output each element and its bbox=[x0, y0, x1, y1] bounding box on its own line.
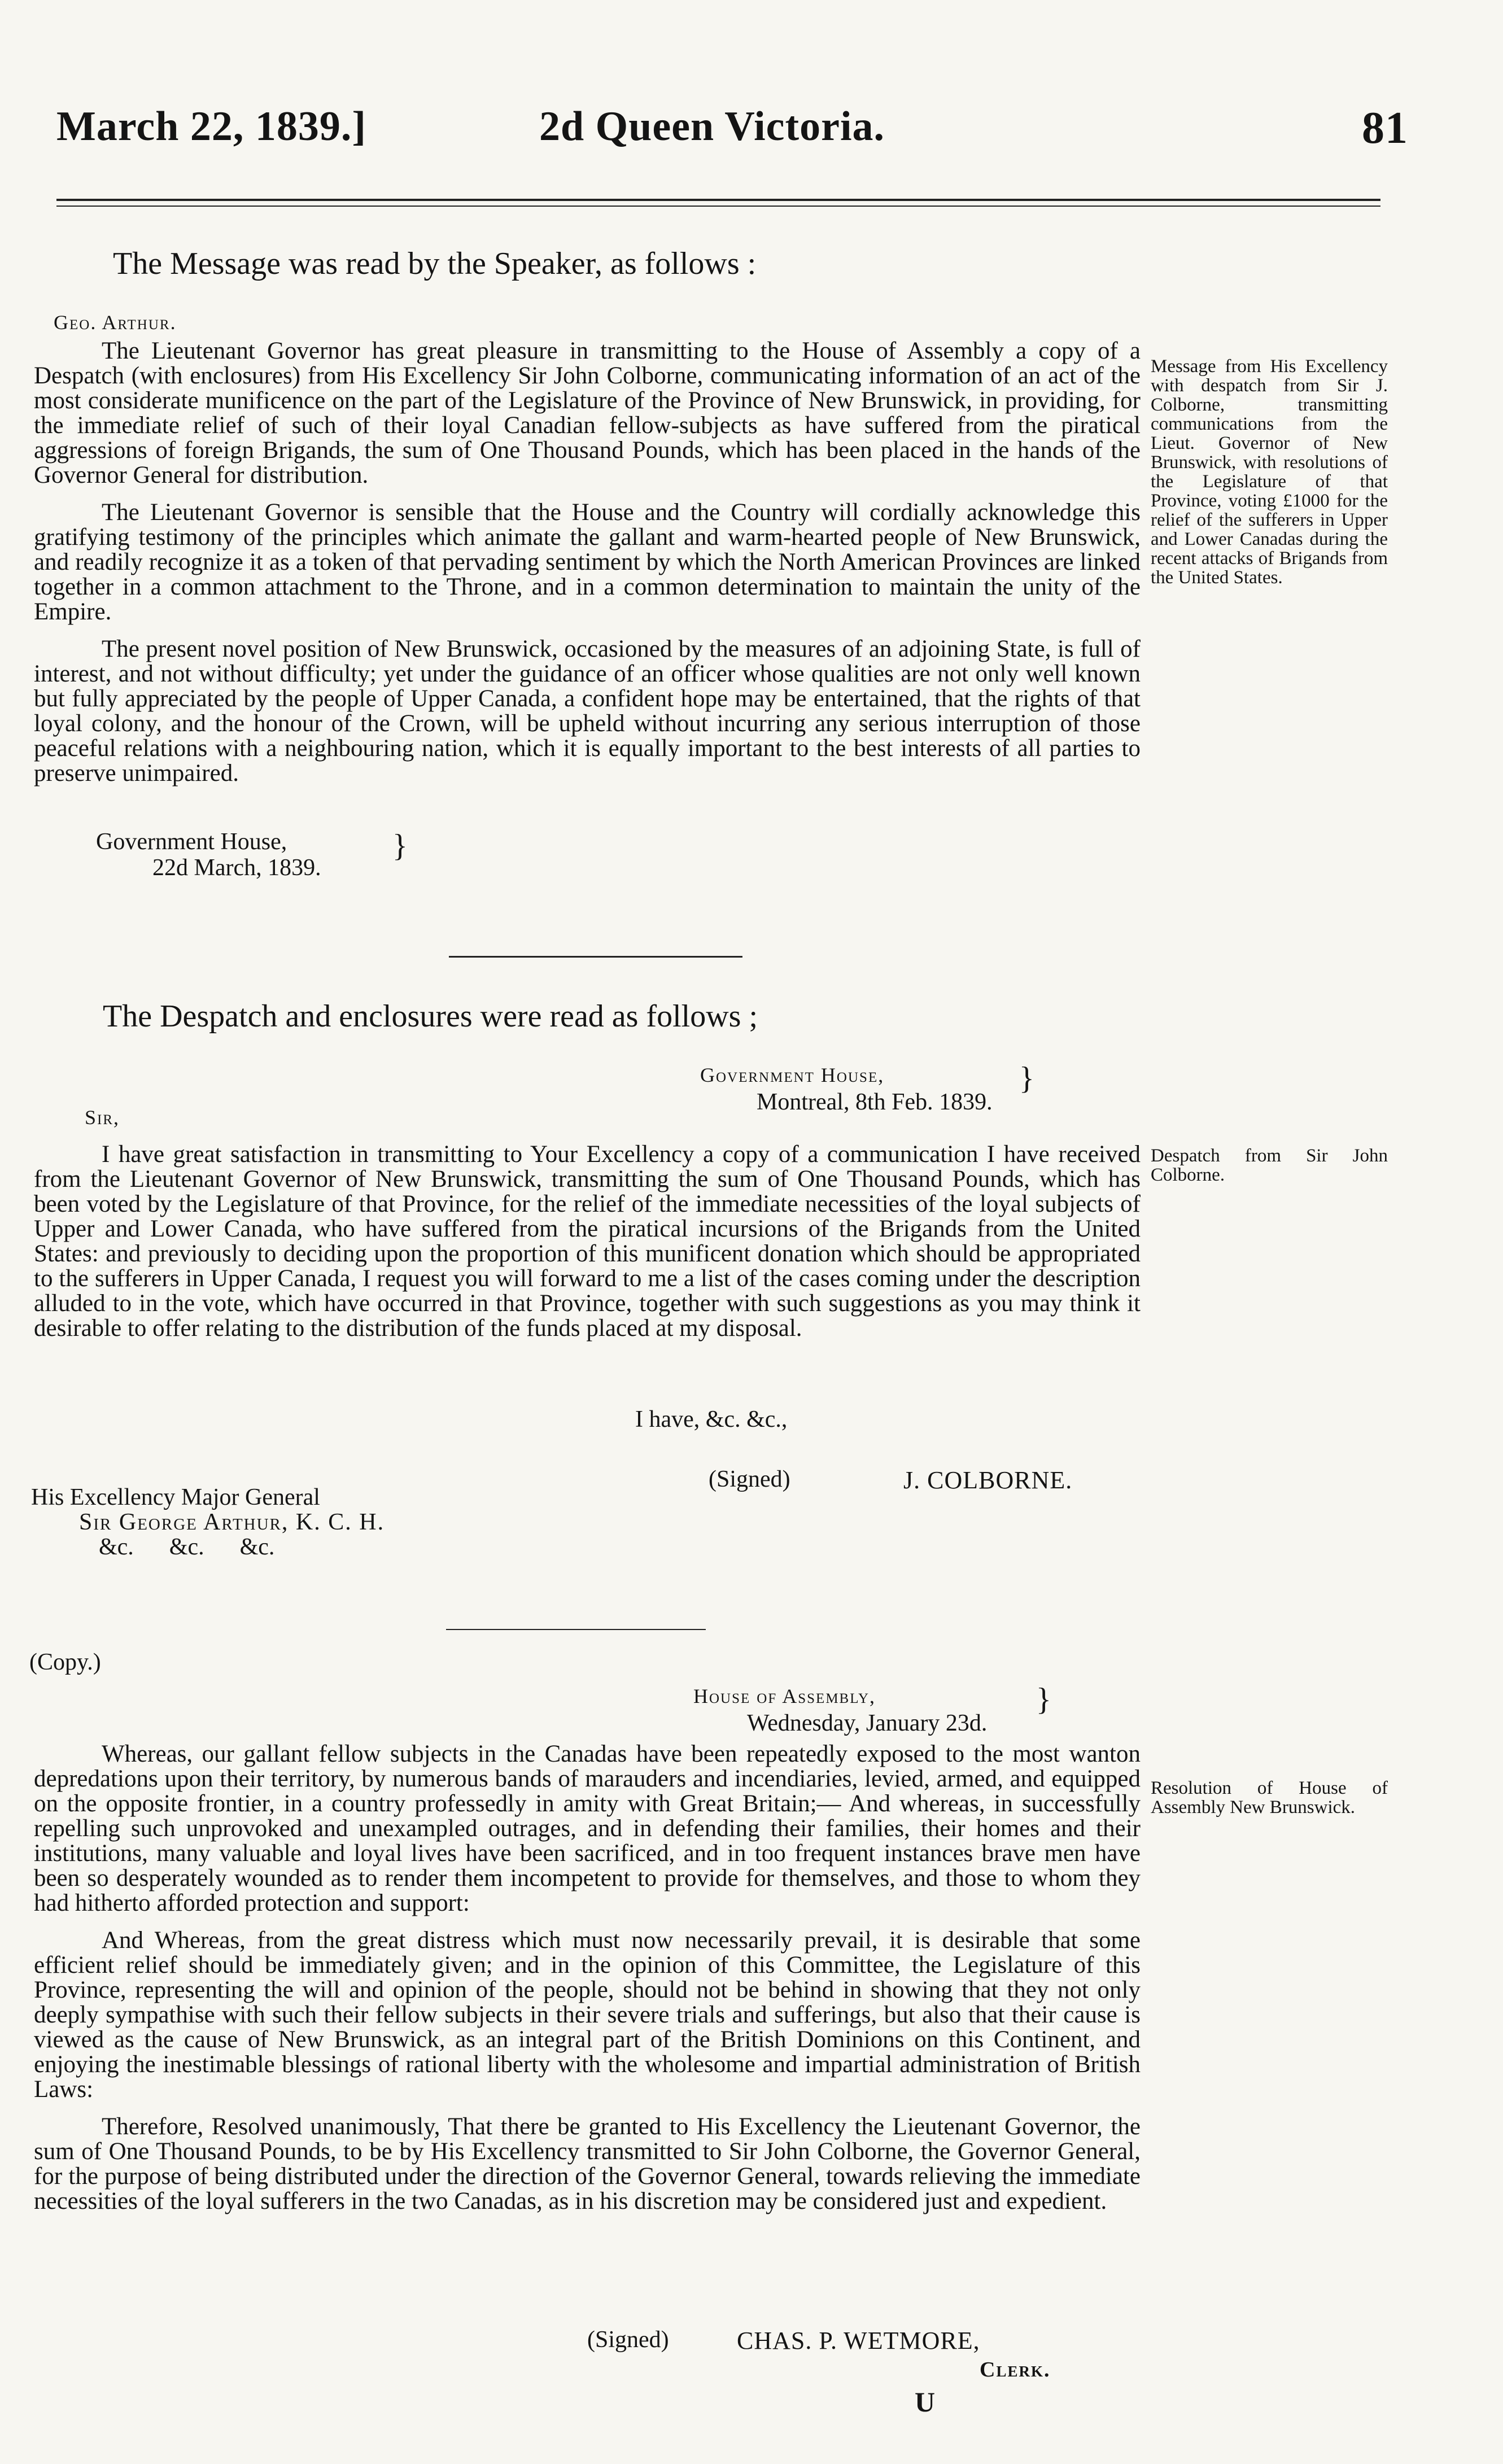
section-divider bbox=[449, 956, 742, 958]
message-place: Government House, bbox=[96, 829, 287, 855]
addressee-line: &c. &c. &c. bbox=[99, 1534, 275, 1560]
message-body bbox=[34, 339, 1141, 798]
resolution-signer-title: Clerk. bbox=[980, 2358, 1051, 2382]
resolution-dateline bbox=[693, 1683, 987, 1737]
despatch-dateline bbox=[700, 1061, 993, 1116]
resolution-date: Wednesday, January 23d. bbox=[747, 1710, 988, 1736]
resolution-paragraph: And Whereas, from the great distress which must now necessarily prevail, it is desirable that some efficient relief should be immediately given; and in the opinion of this Committee, the Legislature of this Province, representing the will and opinion of the people, should not be behind in showing that they not only deeply sympathise with such their fellow subjects in their severe trials and sufferings, but also that their cause is viewed as the cause of New Brunswick, as an integral part of the British Dominions on this Continent, and enjoying the inestimable blessings of rational liberty with the wholesome and impartial administration of British Laws: bbox=[34, 1927, 1141, 2103]
message-dateline bbox=[96, 829, 321, 881]
copy-label: (Copy.) bbox=[29, 1649, 101, 1675]
addressee-line: Sir George Arthur, K. C. H. bbox=[79, 1509, 385, 1535]
resolution-brace: } bbox=[1036, 1682, 1051, 1717]
message-date: 22d March, 1839. bbox=[152, 855, 321, 881]
resolution-signer: CHAS. P. WETMORE, bbox=[737, 2327, 980, 2354]
despatch-signer: J. COLBORNE. bbox=[903, 1466, 1073, 1494]
despatch-date: Montreal, 8th Feb. 1839. bbox=[757, 1089, 993, 1115]
margin-note-message: Message from His Excellency with despatch from Sir J. Colborne, transmitting communications from the Lieut. Governor of New Brunswick, with resolutions of the Legislature of that Province, voting £1000 for the relief of the sufferers in Upper and Lower Canadas during the recent attacks of Brigands from the United States. bbox=[1151, 356, 1388, 588]
resolution-place: House of Assembly, bbox=[693, 1685, 876, 1707]
despatch-intro: The Despatch and enclosures were read as follows ; bbox=[103, 999, 758, 1034]
header-rule-thin bbox=[56, 206, 1380, 207]
resolution-paragraph: Therefore, Resolved unanimously, That there be granted to His Excellency the Lieutenant Governor, the sum of One Thousand Pounds, to be by His Excellency transmitted to Sir John Colborne, the Governor General, for the purpose of being distributed under the direction of the Governor General, towards relieving the immediate necessities of the loyal sufferers in the two Canadas, as in his discretion may be considered just and expedient. bbox=[34, 2113, 1141, 2214]
message-brace: } bbox=[392, 828, 408, 863]
despatch-place: Government House, bbox=[700, 1064, 885, 1086]
despatch-body bbox=[34, 1142, 1141, 1353]
message-signatory: Geo. Arthur. bbox=[54, 311, 177, 334]
despatch-addressee bbox=[31, 1485, 385, 1559]
despatch-brace: } bbox=[1019, 1061, 1034, 1096]
margin-note-resolution: Resolution of House of Assembly New Brunswick. bbox=[1151, 1778, 1388, 1818]
resolution-body bbox=[34, 1742, 1141, 2226]
signature-mark: U bbox=[915, 2386, 936, 2418]
addressee-line: His Excellency Major General bbox=[31, 1484, 320, 1510]
despatch-salutation: Sir, bbox=[85, 1106, 120, 1129]
header-reign: 2d Queen Victoria. bbox=[539, 103, 885, 150]
resolution-signed-label: (Signed) bbox=[587, 2327, 669, 2353]
resolution-paragraph: Whereas, our gallant fellow subjects in the Canadas have been repeatedly exposed to the most wanton depredations upon their territory, by numerous bands of marauders and incendiaries, levied, armed, and equipped on the opposite frontier, in a country professedly in amity with Great Britain;— And whereas, in successfully repelling such unprovoked and unexampled outrages, and in defending their families, their homes and their institutions, many valuable and loyal lives have been sacrificed, and in too frequent instances brave men have been so desperately wounded as to render them incompetent to provide for themselves, and those to whom they had hitherto afforded protection and support: bbox=[34, 1741, 1141, 1916]
despatch-paragraph: I have great satisfaction in transmitting to Your Excellency a copy of a communication I have received from the Lieutenant Governor of New Brunswick, transmitting the sum of One Thousand Pounds, which has been voted by the Legislature of that Province, for the relief of the immediate necessities of the loyal subjects of Upper and Lower Canada, who have suffered from the piratical incursions of the Brigands from the United States: and previously to deciding upon the proportion of this munificent donation which should be appropriated to the sufferers in Upper Canada, I request you will forward to me a list of the cases coming under the description alluded to in the vote, which have occurred in that Province, together with such suggestions as you may think it desirable to offer relating to the distribution of the funds placed at my disposal. bbox=[34, 1141, 1141, 1342]
despatch-closing: I have, &c. &c., bbox=[635, 1406, 788, 1432]
header-rule-thick bbox=[56, 199, 1380, 201]
despatch-signed-label: (Signed) bbox=[709, 1466, 790, 1492]
message-paragraph: The Lieutenant Governor has great pleasure in transmitting to the House of Assembly a copy of a Despatch (with enclosures) from His Excellency Sir John Colborne, communicating information of an act of the most considerate munificence on the part of the Legislature of the Province of New Brunswick, in providing, for the immediate relief of such of their loyal Canadian fellow-subjects as have suffered from the piratical aggressions of foreign Brigands, the sum of One Thousand Pounds, which has been placed in the hands of the Governor General for distribution. bbox=[34, 338, 1141, 488]
message-paragraph: The Lieutenant Governor is sensible that the House and the Country will cordially acknowledge this gratifying testimony of the principles which animate the gallant and warm-hearted people of New Brunswick, and readily recognize it as a token of that pervading sentiment by which the North American Provinces are linked together in a common attachment to the Throne, and in a common determination to maintain the unity of the Empire. bbox=[34, 499, 1141, 625]
page-number: 81 bbox=[1362, 103, 1408, 153]
header-date: March 22, 1839.] bbox=[56, 103, 366, 150]
section-divider-short bbox=[446, 1629, 706, 1630]
margin-note-despatch: Despatch from Sir John Colborne. bbox=[1151, 1146, 1388, 1185]
message-paragraph: The present novel position of New Brunswick, occasioned by the measures of an adjoining State, is full of interest, and not without difficulty; yet under the guidance of an officer whose qualities are not only well known but fully appreciated by the people of Upper Canada, a confident hope may be entertained, that the rights of that loyal colony, and the honour of the Crown, will be upheld without incurring any serious interruption of those peaceful relations with a neighbouring nation, which it is equally important to the best interests of all parties to preserve unimpaired. bbox=[34, 636, 1141, 787]
message-intro: The Message was read by the Speaker, as follows : bbox=[113, 246, 757, 281]
